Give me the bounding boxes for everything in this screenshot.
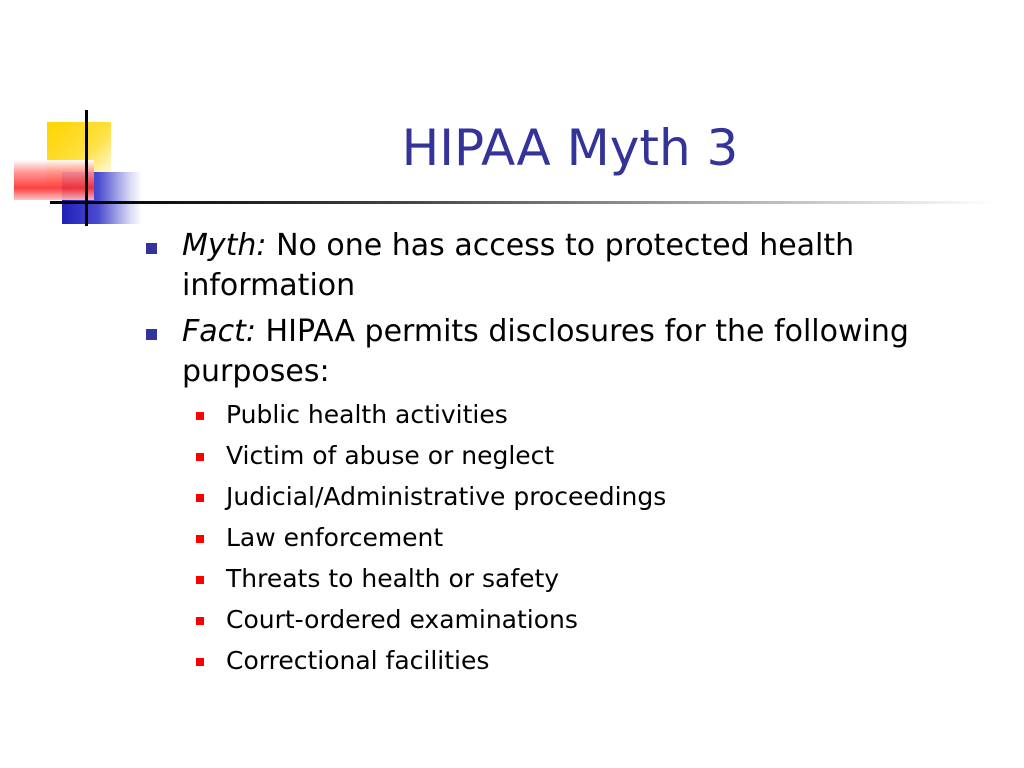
- sub-bullet-item: [140, 435, 1000, 476]
- square-bullet-icon: [146, 243, 157, 254]
- sub-bullet-item: [140, 558, 1000, 599]
- bullet-text: No one has access to protected health information: [182, 228, 855, 303]
- sub-bullet-list: [140, 394, 1000, 681]
- bullet-list: [140, 226, 1000, 681]
- small-square-bullet-icon: [196, 658, 204, 666]
- sub-bullet-text: Law enforcement: [226, 523, 444, 552]
- sub-bullet-text: Judicial/Administrative proceedings: [226, 482, 667, 511]
- small-square-bullet-icon: [196, 535, 204, 543]
- bullet-lead: Myth:: [182, 228, 267, 263]
- sub-bullet-item: [140, 476, 1000, 517]
- small-square-bullet-icon: [196, 617, 204, 625]
- sub-bullet-text: Correctional facilities: [226, 646, 490, 675]
- sub-bullet-item: [140, 517, 1000, 558]
- small-square-bullet-icon: [196, 576, 204, 584]
- bullet-lead: Fact:: [182, 314, 257, 349]
- sub-bullet-text: Court-ordered examinations: [226, 605, 578, 634]
- sub-bullet-text: Threats to health or safety: [226, 564, 560, 593]
- title-underline: [86, 201, 996, 204]
- small-square-bullet-icon: [196, 494, 204, 502]
- sub-bullet-item: [140, 394, 1000, 435]
- decorative-squares-logo: [0, 0, 160, 240]
- sub-bullet-item: [140, 599, 1000, 640]
- small-square-bullet-icon: [196, 453, 204, 461]
- red-square: [14, 160, 94, 200]
- bullet-fact: [140, 312, 1000, 392]
- sub-bullet-text: Victim of abuse or neglect: [226, 441, 555, 470]
- vertical-line: [85, 110, 88, 226]
- square-bullet-icon: [146, 329, 157, 340]
- sub-bullet-item: [140, 640, 1000, 681]
- slide-title: HIPAA Myth 3: [401, 119, 739, 177]
- bullet-myth: [140, 226, 1000, 306]
- small-square-bullet-icon: [196, 412, 204, 420]
- bullet-text: HIPAA permits disclosures for the following purposes:: [182, 314, 909, 389]
- sub-bullet-text: Public health activities: [226, 400, 508, 429]
